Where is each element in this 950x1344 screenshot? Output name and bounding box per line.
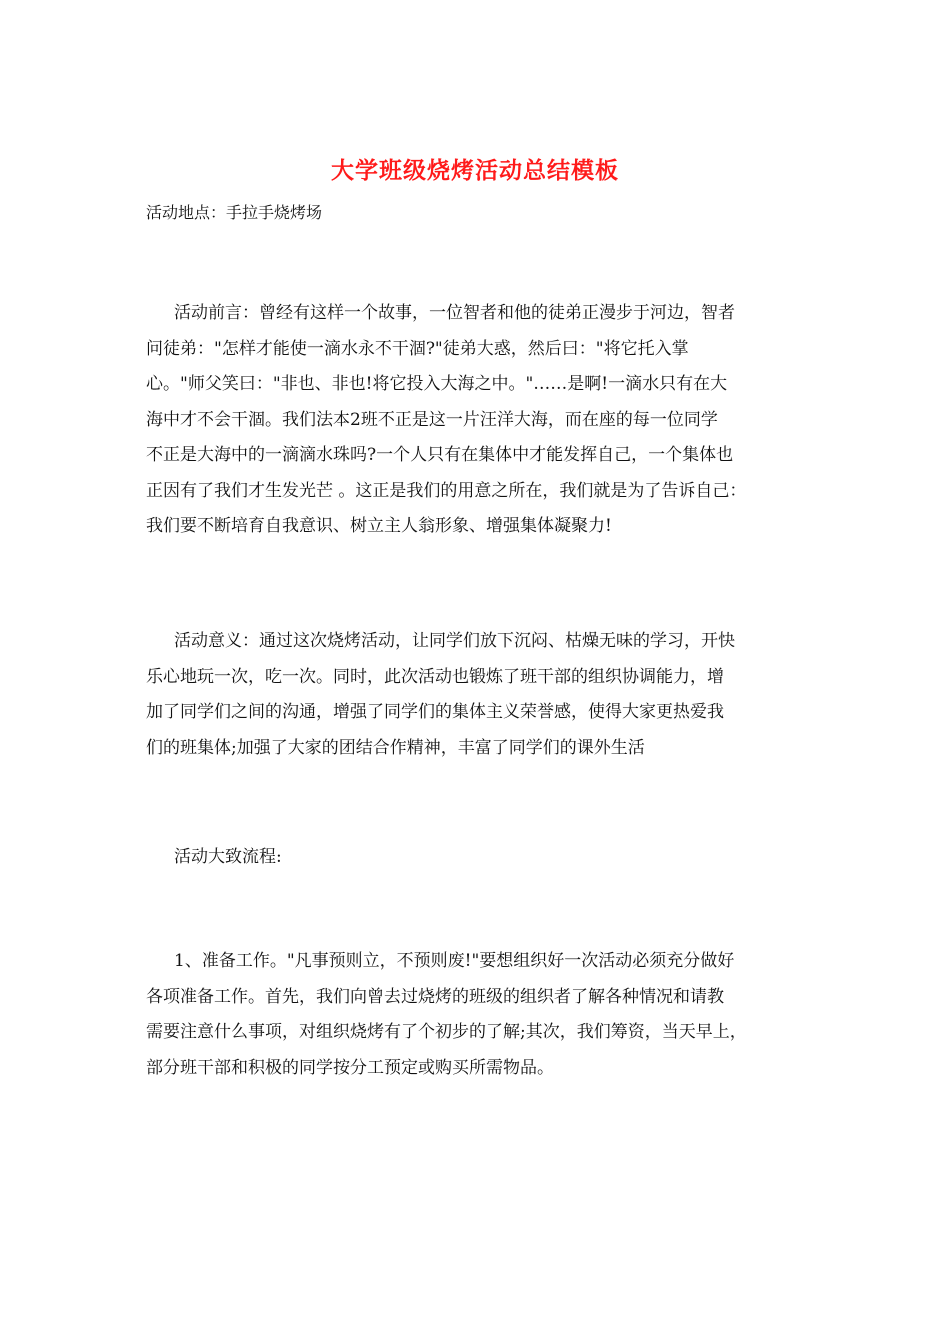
text-line: 各项准备工作。首先，我们向曾去过烧烤的班级的组织者了解各种情况和请教 xyxy=(146,986,724,1007)
text-line: 心。"师父笑曰："非也、非也!将它投入大海之中。"……是啊!一滴水只有在大 xyxy=(146,374,728,394)
document-title: 大学班级烧烤活动总结模板 xyxy=(331,157,619,184)
text-line: 乐心地玩一次，吃一次。同时，此次活动也锻炼了班干部的组织协调能力，增 xyxy=(146,666,724,687)
text-line: 1、准备工作。"凡事预则立，不预则废!"要想组织好一次活动必须充分做好 xyxy=(174,951,735,971)
text-line: 不正是大海中的一滴滴水珠吗?一个人只有在集体中才能发挥自己，一个集体也 xyxy=(146,445,734,465)
text-line: 我们要不断培育自我意识、树立主人翁形象、增强集体凝聚力! xyxy=(146,516,612,536)
text-line: 海中才不会干涸。我们法本2班不正是这一片汪洋大海，而在座的每一位同学 xyxy=(146,409,718,430)
text-line: 加了同学们之间的沟通，增强了同学们的集体主义荣誉感，使得大家更热爱我 xyxy=(146,702,724,722)
text-line: 活动前言：曾经有这样一个故事，一位智者和他的徒弟正漫步于河边，智者 xyxy=(174,303,735,323)
text-line: 需要注意什么事项，对组织烧烤有了个初步的了解;其次，我们筹资，当天早上， xyxy=(146,1022,747,1042)
process-heading xyxy=(146,840,816,876)
preparation-paragraph xyxy=(146,944,816,1086)
text-line: 们的班集体;加强了大家的团结合作精神，丰富了同学们的课外生活 xyxy=(146,737,645,758)
text-line: 活动意义：通过这次烧烤活动，让同学们放下沉闷、枯燥无味的学习，开快 xyxy=(174,631,735,651)
text-line: 部分班干部和积极的同学按分工预定或购买所需物品。 xyxy=(146,1057,554,1078)
preface-paragraph xyxy=(146,296,816,545)
location-line: 活动地点：手拉手烧烤场 xyxy=(146,203,323,222)
text-line: 正因有了我们才生发光芒 。这正是我们的用意之所在，我们就是为了告诉自己： xyxy=(146,480,747,501)
text-line: 活动大致流程: xyxy=(174,847,282,867)
text-line: 问徒弟："怎样才能使一滴水永不干涸?"徒弟大惑，然后曰："将它托入掌 xyxy=(146,338,689,359)
significance-paragraph xyxy=(146,624,816,766)
